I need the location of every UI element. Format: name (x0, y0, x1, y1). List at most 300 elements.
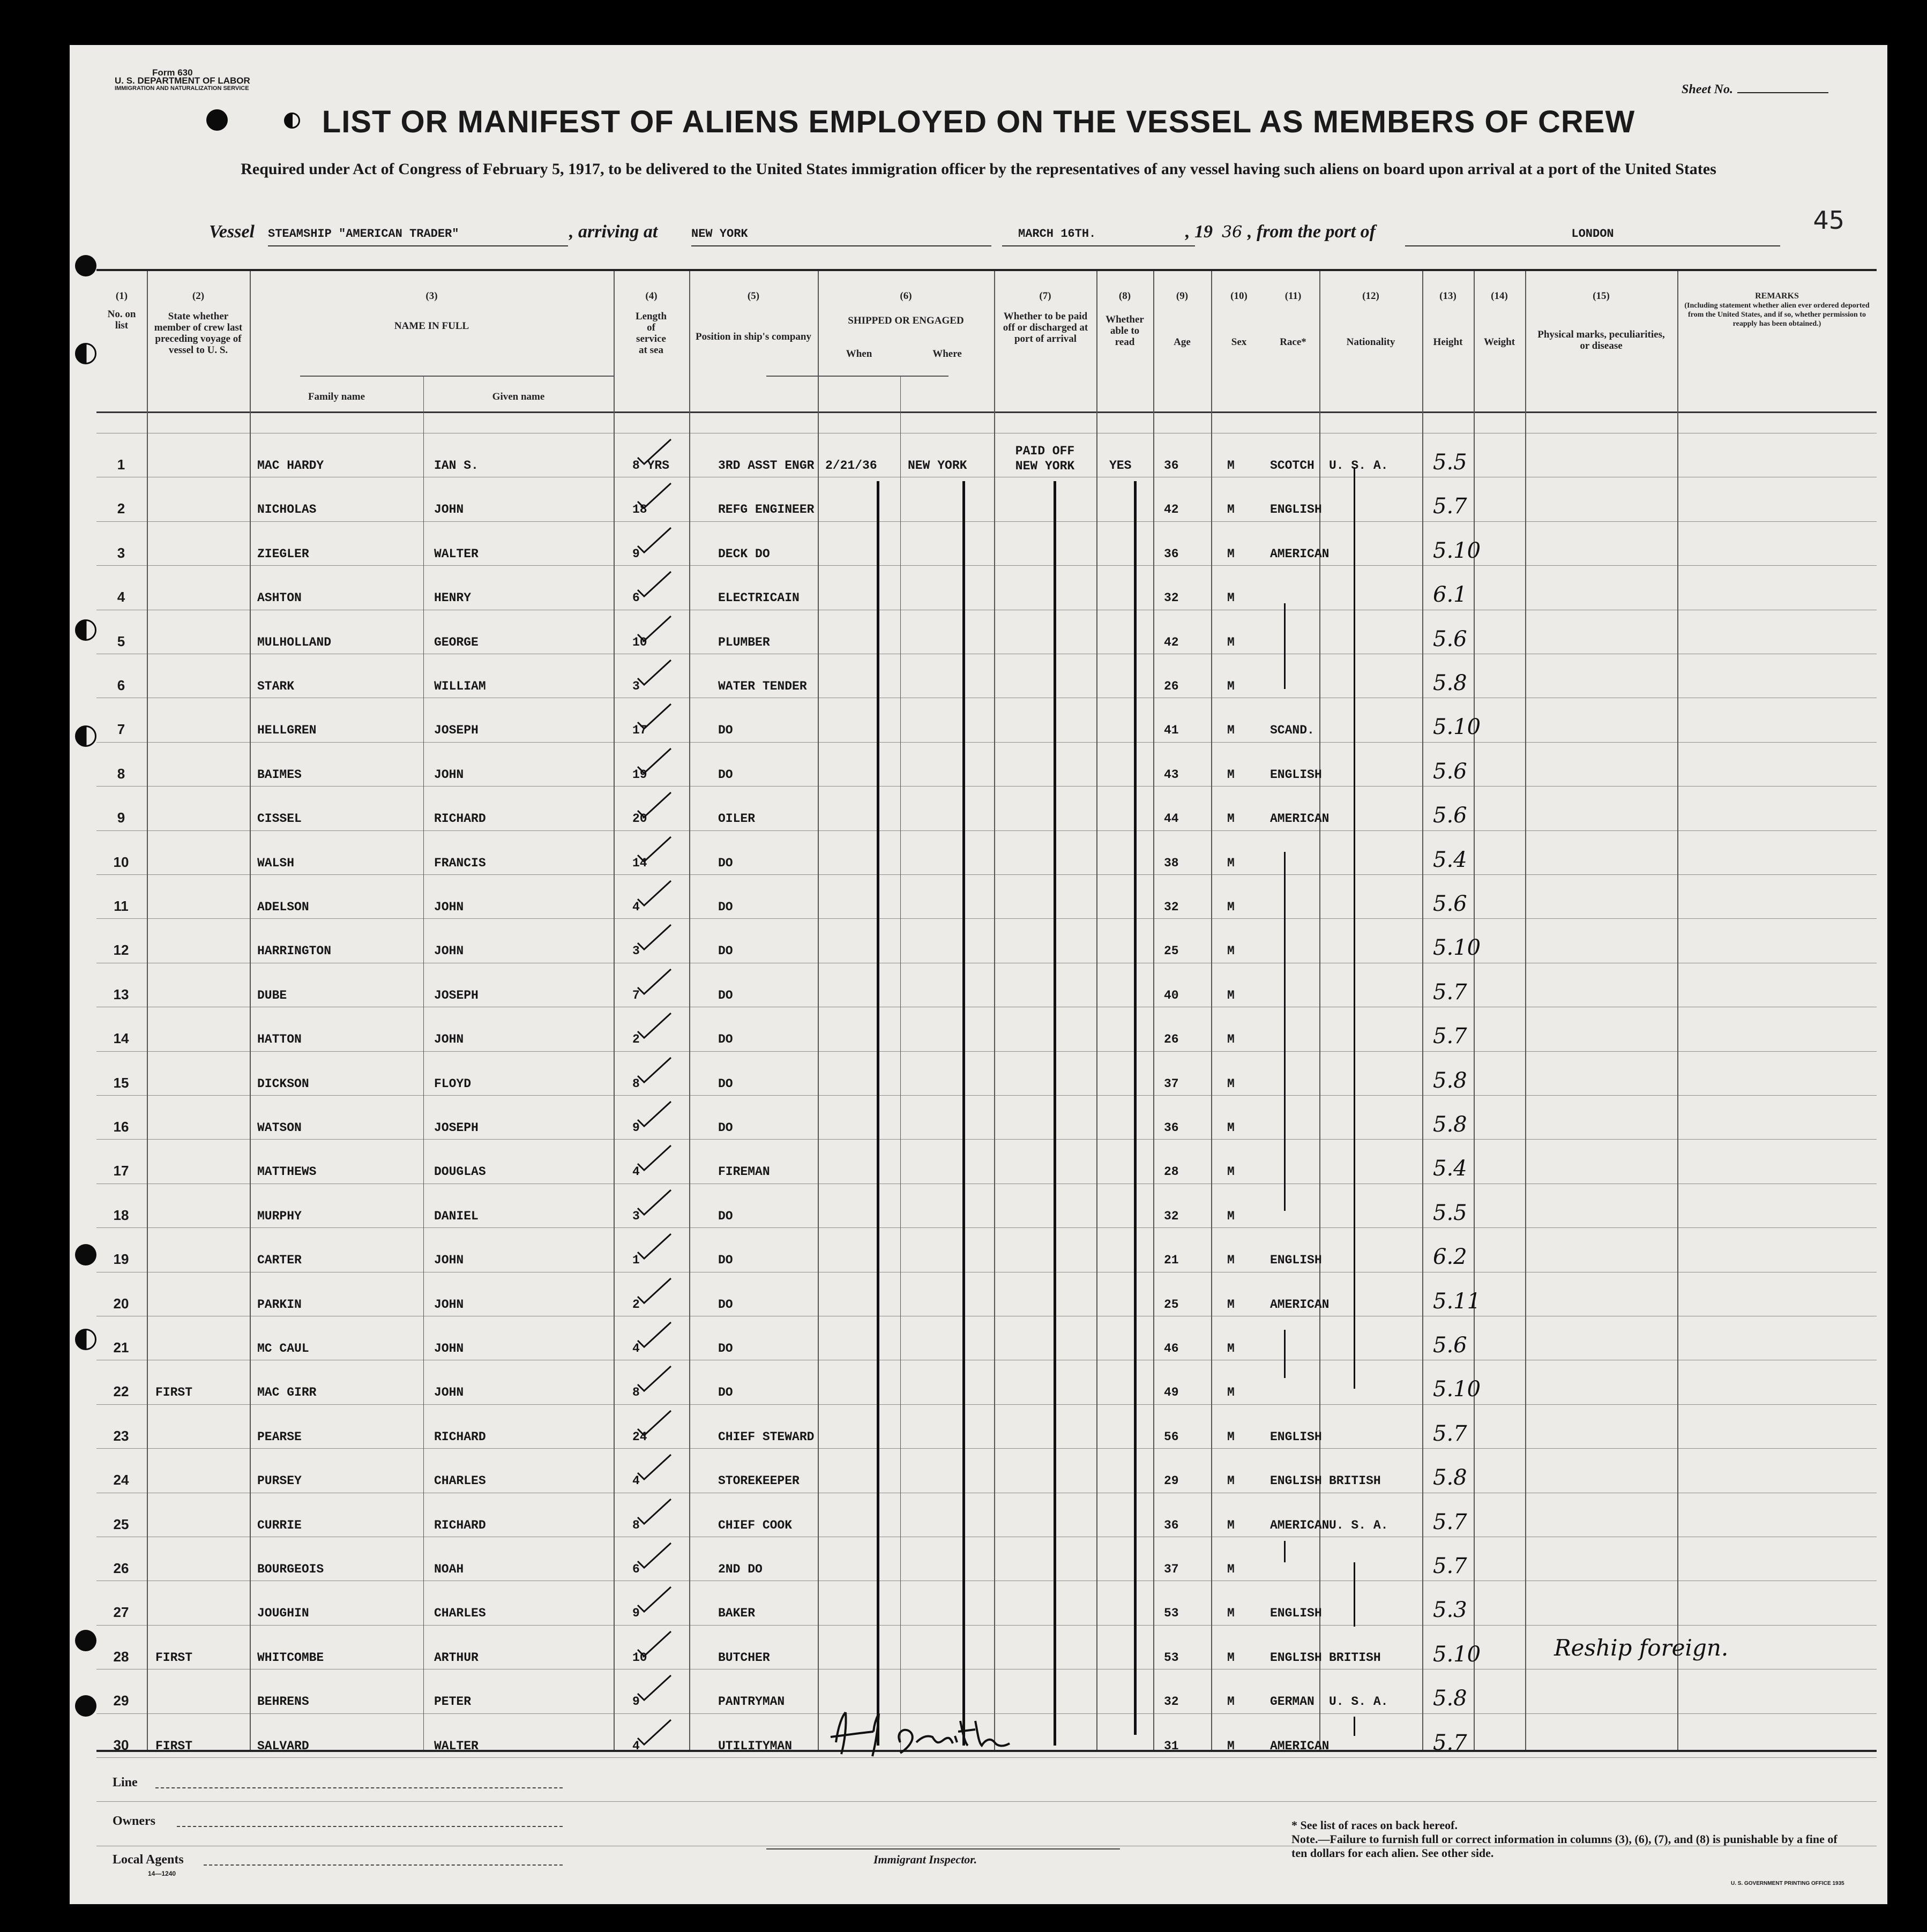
check-mark-icon (636, 1718, 673, 1748)
inspector-signature (815, 1705, 1040, 1764)
cell-service: 10 (632, 1650, 647, 1665)
col-divider (689, 271, 690, 1750)
row-rule (96, 786, 1877, 787)
row-number: 20 (113, 1295, 129, 1312)
cell-family: MAC HARDY (257, 459, 324, 473)
col-10-label: Sex (1231, 336, 1247, 348)
col-15-label: Physical marks, peculiarities, or disease (1537, 329, 1665, 351)
cell-nationality: BRITISH (1329, 1474, 1381, 1488)
cell-position: DO (718, 1342, 733, 1356)
cell-position: CHIEF COOK (718, 1518, 793, 1532)
row-rule (96, 742, 1877, 743)
cell-family: DICKSON (257, 1076, 309, 1091)
cell-age: 32 (1164, 591, 1179, 605)
punch-hole (75, 725, 96, 747)
footer (96, 1759, 1877, 1899)
row-rule (96, 1139, 1877, 1140)
cell-age: 42 (1164, 503, 1179, 517)
cell-position: DO (718, 767, 733, 782)
cell-family: BAIMES (257, 767, 302, 782)
cell-sex: M (1227, 1650, 1235, 1665)
ditto-mark (1284, 1330, 1286, 1378)
cell-family: DUBE (257, 988, 287, 1002)
cell-height: 5.6 (1433, 803, 1467, 828)
cell-service: 8 YRS (632, 459, 670, 473)
cell-race: ENGLISH (1270, 1253, 1322, 1268)
cell-read: YES (1109, 459, 1132, 473)
cell-height: 5.7 (1433, 1421, 1467, 1446)
sheet-label: Sheet No. (1682, 83, 1733, 96)
cell-family: JOUGHIN (257, 1606, 309, 1621)
col-2-number: (2) (192, 290, 205, 302)
cell-service: 2 (632, 1032, 640, 1047)
cell-race: AMERICAN (1270, 812, 1330, 826)
year-prefix: , 19 (1185, 222, 1213, 242)
row-number: 4 (117, 589, 125, 605)
col-3-family: Family name (308, 391, 365, 402)
cell-given: CHARLES (434, 1474, 486, 1488)
cell-race: SCAND. (1270, 723, 1314, 738)
cell-service: 8 (632, 1518, 640, 1532)
col-11-number: (11) (1284, 290, 1302, 302)
cell-height: 5.7 (1433, 1730, 1467, 1755)
page-number: 45 (1813, 206, 1844, 235)
cell-sex: M (1227, 1739, 1235, 1753)
ditto-mark (1354, 467, 1355, 1389)
header-subrule (300, 376, 614, 377)
col-divider (1525, 271, 1526, 1750)
cell-height: 5.8 (1433, 671, 1467, 695)
cell-height: 5.6 (1433, 626, 1467, 652)
cell-position: DECK DO (718, 546, 770, 561)
cell-service: 7 (632, 988, 640, 1002)
row-number: 6 (117, 677, 125, 693)
col-divider (1474, 271, 1475, 1750)
sheet-number-blank (1737, 92, 1828, 93)
cell-sex: M (1227, 459, 1235, 473)
col-divider (1153, 271, 1154, 1750)
cell-height: 5.8 (1433, 1112, 1467, 1137)
ditto-mark (1284, 1541, 1286, 1562)
punch-hole (75, 255, 96, 276)
cell-position: REFG ENGINEER (718, 503, 815, 517)
col-divider (1096, 271, 1097, 1750)
cell-service: 24 (632, 1429, 647, 1444)
row-rule (96, 918, 1877, 919)
cell-height: 5.10 (1433, 538, 1481, 563)
cell-age: 42 (1164, 635, 1179, 649)
cell-nationality: U. S. A. (1329, 459, 1388, 473)
col-12-number: (12) (1362, 290, 1379, 302)
col-5-number: (5) (747, 290, 760, 302)
cell-family: MAC GIRR (257, 1386, 317, 1400)
check-mark-icon (636, 526, 673, 556)
col-divider (900, 376, 901, 1750)
col-10-number: (10) (1230, 290, 1248, 302)
arriving-port: NEW YORK (691, 227, 991, 246)
vessel-name: STEAMSHIP "AMERICAN TRADER" (268, 227, 568, 246)
cell-sex: M (1227, 1474, 1235, 1488)
col-divider (1211, 271, 1212, 1750)
cell-service: 9 (632, 1606, 640, 1621)
cell-sex: M (1227, 1518, 1235, 1532)
cell-age: 32 (1164, 900, 1179, 914)
cell-position: BAKER (718, 1606, 756, 1621)
col-divider (614, 271, 615, 1750)
cell-given: DOUGLAS (434, 1165, 486, 1179)
check-mark-icon (636, 1276, 673, 1306)
cell-given: DANIEL (434, 1209, 479, 1223)
cell-family: MC CAUL (257, 1342, 309, 1356)
cell-family: NICHOLAS (257, 503, 317, 517)
cell-given: WALTER (434, 546, 479, 561)
row-number: 29 (113, 1693, 129, 1709)
row-number: 13 (113, 986, 129, 1002)
form-code: 14—1240 (148, 1870, 176, 1877)
page-subtitle: Required under Act of Congress of February 5, 1917, to be delivered to the United States immigration officer by the representatives of any vessel having such aliens on board upon arrival at a port of the United States (241, 160, 1716, 178)
cell-height: 5.7 (1433, 1509, 1467, 1534)
ditto-mark (877, 481, 879, 1746)
row-number: 2 (117, 500, 125, 517)
cell-family: BOURGEOIS (257, 1562, 324, 1576)
cell-position: DO (718, 1253, 733, 1268)
row-number: 11 (114, 898, 129, 914)
row-number: 15 (113, 1074, 129, 1091)
check-mark-icon (636, 570, 673, 600)
cell-sex: M (1227, 944, 1235, 958)
owners-blank (177, 1826, 563, 1827)
check-mark-icon (636, 1364, 673, 1394)
col-6-number: (6) (900, 290, 912, 302)
cell-position: STOREKEEPER (718, 1474, 800, 1488)
cell-height: 5.10 (1433, 1377, 1481, 1402)
punch-hole (75, 343, 96, 364)
punch-hole (75, 1695, 96, 1717)
cell-given: JOHN (434, 944, 464, 958)
cell-family: HATTON (257, 1032, 302, 1047)
cell-given: JOHN (434, 1386, 464, 1400)
cell-service: 2 (632, 1297, 640, 1312)
check-mark-icon (636, 1188, 673, 1218)
cell-service: 3 (632, 944, 640, 958)
cell-position: OILER (718, 812, 756, 826)
cell-age: 38 (1164, 856, 1179, 870)
check-mark-icon (636, 702, 673, 732)
col-15-number: (15) (1593, 290, 1610, 302)
cell-when: 2/21/36 (825, 459, 877, 473)
col-14-number: (14) (1491, 290, 1508, 302)
col-7-number: (7) (1039, 290, 1051, 302)
form-header (115, 69, 250, 93)
cell-position: DO (718, 988, 733, 1002)
cell-service: 14 (632, 856, 647, 870)
cell-prev: FIRST (155, 1650, 193, 1665)
sheet-number (1682, 83, 1828, 97)
cell-position: CHIEF STEWARD (718, 1429, 815, 1444)
cell-given: JOSEPH (434, 723, 479, 738)
cell-height: 5.5 (1433, 450, 1467, 475)
manifest-sheet (70, 45, 1887, 1904)
cell-nationality: BRITISH (1329, 1650, 1381, 1665)
printer-imprint: U. S. GOVERNMENT PRINTING OFFICE 1935 (1731, 1881, 1844, 1886)
cell-age: 56 (1164, 1429, 1179, 1444)
col-2-label: State whether member of crew last preceding voyage of vessel to U. S. (154, 311, 243, 356)
check-mark-icon (636, 1011, 673, 1041)
cell-sex: M (1227, 1606, 1235, 1621)
cell-age: 26 (1164, 1032, 1179, 1047)
cell-age: 53 (1164, 1650, 1179, 1665)
cell-nationality: U. S. A. (1329, 1518, 1388, 1532)
cell-sex: M (1227, 1076, 1235, 1091)
cell-age: 41 (1164, 723, 1179, 738)
cell-family: PARKIN (257, 1297, 302, 1312)
cell-sex: M (1227, 988, 1235, 1002)
cell-service: 9 (632, 1121, 640, 1135)
cell-height: 5.8 (1433, 1465, 1467, 1491)
cell-service: 20 (632, 812, 647, 826)
form-number: Form 630 (152, 68, 193, 78)
cell-position: FIREMAN (718, 1165, 770, 1179)
cell-prev: FIRST (155, 1386, 193, 1400)
check-mark-icon (636, 1673, 673, 1703)
check-mark-icon (636, 967, 673, 997)
row-number: 23 (113, 1427, 129, 1444)
row-rule (96, 1227, 1877, 1228)
cell-sex: M (1227, 679, 1235, 693)
col-divider (250, 271, 251, 1750)
cell-sex: M (1227, 1121, 1235, 1135)
ditto-mark (1354, 1717, 1355, 1736)
check-mark-icon (636, 1099, 673, 1129)
col-1-number: (1) (115, 290, 128, 302)
cell-service: 6 (632, 591, 640, 605)
ditto-mark (962, 481, 965, 1746)
cell-sex: M (1227, 1209, 1235, 1223)
cell-given: HENRY (434, 591, 472, 605)
cell-family: BEHRENS (257, 1695, 309, 1709)
check-mark-icon (636, 1055, 673, 1085)
cell-service: 3 (632, 1209, 640, 1223)
check-mark-icon (636, 1452, 673, 1482)
col-3-label: NAME IN FULL (394, 320, 469, 332)
cell-position: ELECTRICAIN (718, 591, 800, 605)
cell-sex: M (1227, 723, 1235, 738)
cell-given: RICHARD (434, 1518, 486, 1532)
cell-age: 29 (1164, 1474, 1179, 1488)
row-rule (96, 1625, 1877, 1626)
cell-sex: M (1227, 635, 1235, 649)
cell-given: JOHN (434, 1032, 464, 1047)
row-number: 24 (113, 1472, 129, 1488)
cell-given: ARTHUR (434, 1650, 479, 1665)
cell-sex: M (1227, 1386, 1235, 1400)
row-number: 27 (113, 1604, 129, 1621)
cell-height: 5.10 (1433, 935, 1481, 961)
row-number: 16 (113, 1119, 129, 1135)
cell-given: WALTER (434, 1739, 479, 1753)
row-number: 25 (113, 1516, 129, 1532)
cell-prev: FIRST (155, 1739, 193, 1753)
row-number: 26 (113, 1560, 129, 1576)
page-title: LIST OR MANIFEST OF ALIENS EMPLOYED ON THE VESSEL AS MEMBERS OF CREW (322, 104, 1635, 139)
cell-sex: M (1227, 1165, 1235, 1179)
cell-position: DO (718, 1209, 733, 1223)
cell-sex: M (1227, 591, 1235, 605)
cell-age: 32 (1164, 1209, 1179, 1223)
cell-given: JOHN (434, 1297, 464, 1312)
cell-family: WALSH (257, 856, 295, 870)
owners-label: Owners (113, 1814, 155, 1828)
col-divider (147, 271, 148, 1750)
cell-family: CISSEL (257, 812, 302, 826)
cell-sex: M (1227, 503, 1235, 517)
cell-sex: M (1227, 1297, 1235, 1312)
cell-race: AMERICAN (1270, 1739, 1330, 1753)
col-4-label: Length of service at sea (635, 311, 667, 356)
cell-position: DO (718, 1076, 733, 1091)
col-3-number: (3) (425, 290, 438, 302)
cell-service: 19 (632, 767, 647, 782)
cell-position: 3RD ASST ENGR (718, 459, 815, 473)
cell-service: 4 (632, 900, 640, 914)
cell-service: 8 (632, 1386, 640, 1400)
cell-sex: M (1227, 1253, 1235, 1268)
from-port: LONDON (1405, 227, 1780, 246)
row-rule (96, 830, 1877, 831)
row-rule (96, 1095, 1877, 1096)
ditto-mark (1054, 481, 1056, 1746)
cell-given: JOHN (434, 1342, 464, 1356)
col-9-label: Age (1174, 336, 1191, 348)
cell-race: AMERICAN (1270, 546, 1330, 561)
row-number: 22 (113, 1383, 129, 1400)
row-number: 21 (113, 1339, 129, 1356)
crew-table (96, 269, 1877, 1755)
col-13-label: Height (1433, 336, 1463, 348)
punch-hole (75, 1244, 96, 1265)
cell-race: ENGLISH (1270, 1650, 1322, 1665)
row-number: 18 (113, 1207, 129, 1223)
cell-age: 25 (1164, 944, 1179, 958)
header-rule (96, 411, 1877, 413)
cell-given: JOHN (434, 503, 464, 517)
vessel-label: Vessel (209, 222, 255, 242)
cell-position: DO (718, 1386, 733, 1400)
cell-family: PURSEY (257, 1474, 302, 1488)
cell-age: 53 (1164, 1606, 1179, 1621)
cell-family: PEARSE (257, 1429, 302, 1444)
arrival-date: MARCH 16TH. (1002, 227, 1195, 246)
cell-given: IAN S. (434, 459, 479, 473)
col-divider (994, 271, 995, 1750)
cell-height: 5.8 (1433, 1686, 1467, 1711)
cell-given: JOHN (434, 767, 464, 782)
cell-position: DO (718, 856, 733, 870)
cell-age: 49 (1164, 1386, 1179, 1400)
cell-position: WATER TENDER (718, 679, 807, 693)
col-1-label: No. on list (107, 309, 136, 331)
cell-age: 26 (1164, 679, 1179, 693)
check-mark-icon (636, 1629, 673, 1659)
cell-family: CURRIE (257, 1518, 302, 1532)
header-subrule (766, 376, 948, 377)
cell-position: DO (718, 1297, 733, 1312)
cell-family: HELLGREN (257, 723, 317, 738)
cell-height: 5.5 (1433, 1200, 1467, 1225)
cell-given: NOAH (434, 1562, 464, 1576)
cell-race: ENGLISH (1270, 1474, 1322, 1488)
cell-age: 36 (1164, 1518, 1179, 1532)
cell-given: CHARLES (434, 1606, 486, 1621)
cell-sex: M (1227, 856, 1235, 870)
cell-age: 37 (1164, 1562, 1179, 1576)
cell-given: PETER (434, 1695, 472, 1709)
row-rule (96, 565, 1877, 566)
cell-sex: M (1227, 812, 1235, 826)
vessel-line (209, 222, 1790, 249)
row-number: 28 (113, 1648, 129, 1665)
row-number: 1 (117, 456, 125, 473)
cell-family: HARRINGTON (257, 944, 332, 958)
check-mark-icon (636, 481, 673, 511)
row-rule (96, 521, 1877, 522)
cell-position: UTILITYMAN (718, 1739, 793, 1753)
cell-position: DO (718, 723, 733, 738)
cell-sex: M (1227, 1032, 1235, 1047)
col-8-label: Whether able to read (1106, 314, 1144, 348)
remarks-note: (Including statement whether alien ever ordered deported from the United States, and if so, whether permission to reapply has been obtained.) (1684, 302, 1870, 328)
ditto-mark (1134, 481, 1137, 1735)
row-number: 14 (113, 1030, 129, 1047)
cell-service: 17 (632, 723, 647, 738)
cell-family: ASHTON (257, 591, 302, 605)
ditto-mark (1284, 603, 1286, 689)
cell-service: 4 (632, 1165, 640, 1179)
cell-given: FLOYD (434, 1076, 472, 1091)
col-11-label: Race* (1280, 336, 1306, 348)
from-label: , from the port of (1248, 222, 1376, 242)
col-14-label: Weight (1483, 336, 1515, 348)
cell-position: DO (718, 1121, 733, 1135)
cell-given: RICHARD (434, 1429, 486, 1444)
punch-hole (75, 1329, 96, 1350)
cell-service: 4 (632, 1739, 640, 1753)
cell-sex: M (1227, 1342, 1235, 1356)
cell-height: 6.2 (1433, 1245, 1467, 1270)
cell-height: 5.8 (1433, 1068, 1467, 1093)
check-mark-icon (636, 1409, 673, 1439)
col-5-label: Position in ship's company (696, 331, 811, 342)
check-mark-icon (636, 437, 673, 467)
cell-height: 5.11 (1433, 1289, 1481, 1314)
cell-race: ENGLISH (1270, 1606, 1322, 1621)
cell-height: 5.10 (1433, 1642, 1481, 1667)
col-6-where: Where (932, 348, 962, 360)
department: U. S. DEPARTMENT OF LABOR (115, 76, 250, 86)
row-rule (96, 874, 1877, 875)
col-divider (1677, 271, 1678, 1750)
cell-sex: M (1227, 1562, 1235, 1576)
cell-race: SCOTCH (1270, 459, 1314, 473)
inspector-blank (766, 1848, 1120, 1849)
row-number: 9 (117, 810, 125, 826)
cell-family: MATTHEWS (257, 1165, 317, 1179)
row-rule (96, 1404, 1877, 1405)
check-mark-icon (636, 1585, 673, 1615)
cell-given: JOHN (434, 900, 464, 914)
check-mark-icon (636, 1320, 673, 1350)
cell-height: 5.7 (1433, 494, 1467, 519)
